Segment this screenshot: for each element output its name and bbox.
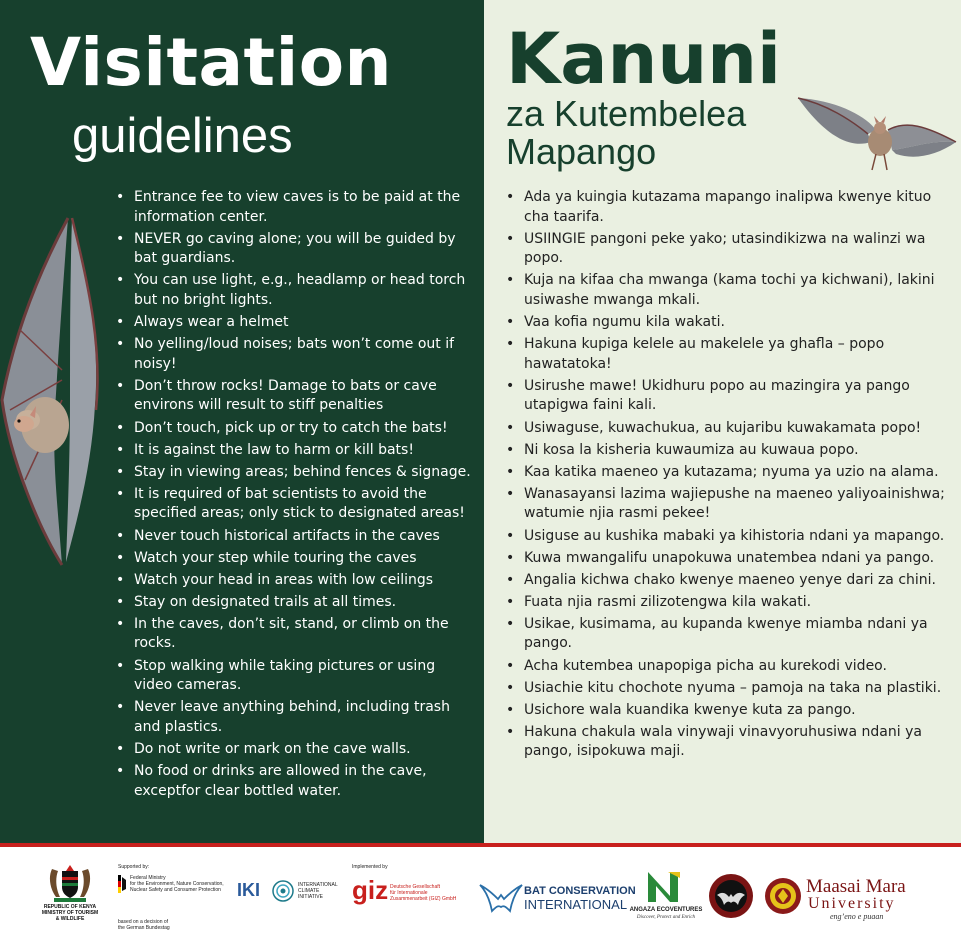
guideline-item: • Stay on designated trails at all times. bbox=[114, 593, 476, 613]
guideline-item: • Fuata njia rasmi zilizotengwa kila wakati. bbox=[504, 593, 956, 613]
guideline-item: • No yelling/loud noises; bats won’t come out if noisy! bbox=[114, 335, 476, 374]
maasai-mara-seal-icon bbox=[764, 877, 802, 915]
bmu-line1: Federal Ministry bbox=[130, 875, 166, 881]
guideline-item: • It is required of bat scientists to avoid the specified areas; only stick to designated areas! bbox=[114, 485, 476, 524]
bat-guardians-emblem-icon bbox=[708, 873, 754, 919]
swahili-subtitle-line2: Mapango bbox=[506, 131, 657, 172]
giz-line2: für Internationale bbox=[390, 890, 428, 896]
angaza-tagline: Discover, Protect and Enrich bbox=[636, 915, 696, 920]
maasai-line2: University bbox=[808, 895, 896, 912]
guideline-item: • Usirushe mawe! Ukidhuru popo au mazingira ya pango utapigwa faini kali. bbox=[504, 377, 956, 416]
guideline-item: • Usiwaguse, kuwachukua, au kujaribu kuwakamata popo! bbox=[504, 419, 956, 439]
kenya-line1: REPUBLIC OF KENYA bbox=[43, 904, 97, 910]
guideline-item: • Watch your head in areas with low ceilings bbox=[114, 571, 476, 591]
kenya-line2: MINISTRY OF TOURISM bbox=[41, 910, 99, 916]
angaza-n-icon bbox=[646, 870, 682, 904]
kenya-ministry-logo bbox=[41, 863, 99, 923]
swahili-panel bbox=[484, 0, 961, 843]
guideline-item: • You can use light, e.g., headlamp or head torch but no bright lights. bbox=[114, 271, 476, 310]
giz-line3: Zusammenarbeit (GIZ) GmbH bbox=[390, 896, 457, 902]
guideline-item: • No food or drinks are allowed in the cave, exceptfor clear bottled water. bbox=[114, 762, 476, 801]
supported-by-label: Supported by: bbox=[118, 864, 150, 870]
implemented-by-label: Implemented by bbox=[352, 864, 388, 870]
english-panel bbox=[0, 0, 484, 843]
iki-circles-icon bbox=[272, 880, 294, 902]
guideline-item: • Usiguse au kushika mabaki ya kihistoria ndani ya mapango. bbox=[504, 527, 956, 547]
guideline-item: • Hakuna kupiga kelele au makelele ya ghafla – popo hawatatoka! bbox=[504, 335, 956, 374]
bmu-line3: Nuclear Safety and Consumer Protection bbox=[130, 887, 221, 893]
bci-line1: BAT CONSERVATION bbox=[524, 885, 636, 897]
guideline-item: • Kuwa mwangalifu unapokuwa unatembea ndani ya pango. bbox=[504, 549, 956, 569]
guideline-item: • NEVER go caving alone; you will be guided by bat guardians. bbox=[114, 230, 476, 269]
guideline-item: • Kaa katika maeneo ya kutazama; nyuma ya uzio na alama. bbox=[504, 463, 956, 483]
maasai-motto: eng’eno e puaan bbox=[830, 912, 884, 921]
guideline-item: • Watch your step while touring the caves bbox=[114, 549, 476, 569]
guideline-item: • Hakuna chakula wala vinywaji vinavyoruhusiwa ndani ya pango, isipokuwa maji. bbox=[504, 723, 956, 762]
english-guidelines-list bbox=[114, 188, 476, 804]
bundestag-line1: based on a decision of bbox=[118, 919, 169, 925]
bci-bat-icon bbox=[478, 881, 524, 915]
iki-line2: CLIMATE bbox=[298, 888, 320, 894]
guideline-item: • Never leave anything behind, including trash and plastics. bbox=[114, 698, 476, 737]
hanging-bat-illustration bbox=[0, 210, 115, 570]
bci-line2: INTERNATIONAL bbox=[524, 897, 628, 912]
guideline-item: • Angalia kichwa chako kwenye maeneo yenye dari za chini. bbox=[504, 571, 956, 591]
guideline-item: • Usichore wala kuandika kwenye kuta za pango. bbox=[504, 701, 956, 721]
iki-logo: IKI bbox=[237, 880, 261, 900]
bundestag-line2: the German Bundestag bbox=[118, 925, 170, 931]
guideline-item: • Acha kutembea unapopiga picha au kurekodi video. bbox=[504, 657, 956, 677]
german-eagle-flag-icon bbox=[118, 875, 126, 893]
giz-logo: giz bbox=[352, 875, 389, 905]
guideline-item: • Usikae, kusimama, au kupanda kwenye miamba ndani ya pango. bbox=[504, 615, 956, 654]
guideline-item: • Ni kosa la kisheria kuwaumiza au kuwaua popo. bbox=[504, 441, 956, 461]
angaza-name: ANGAZA ECOVENTURES bbox=[629, 907, 703, 913]
guideline-item: • Kuja na kifaa cha mwanga (kama tochi ya kichwani), lakini usiwashe mwanga mkali. bbox=[504, 271, 956, 310]
partner-logos-footer bbox=[0, 847, 961, 936]
bmu-line2: for the Environment, Nature Conservation, bbox=[130, 881, 224, 887]
coat-of-arms-icon bbox=[44, 863, 96, 903]
guideline-item: • Always wear a helmet bbox=[114, 313, 476, 333]
swahili-guidelines-list bbox=[504, 188, 956, 765]
kenya-line3: & WILDLIFE bbox=[55, 916, 85, 922]
guideline-item: • Do not write or mark on the cave walls. bbox=[114, 740, 476, 760]
guideline-item: • Entrance fee to view caves is to be paid at the information center. bbox=[114, 188, 476, 227]
guideline-item: • Don’t touch, pick up or try to catch the bats! bbox=[114, 419, 476, 439]
guideline-item: • It is against the law to harm or kill bats! bbox=[114, 441, 476, 461]
swahili-title: Kanuni bbox=[506, 18, 781, 100]
guideline-item: • Usiachie kitu chochote nyuma – pamoja na taka na plastiki. bbox=[504, 679, 956, 699]
flying-bat-illustration bbox=[796, 90, 958, 175]
guideline-item: • Stop walking while taking pictures or using video cameras. bbox=[114, 657, 476, 696]
maasai-line1: Maasai Mara bbox=[806, 876, 906, 897]
guideline-item: • Never touch historical artifacts in the caves bbox=[114, 527, 476, 547]
guideline-item: • Vaa kofia ngumu kila wakati. bbox=[504, 313, 956, 333]
guideline-item: • Don’t throw rocks! Damage to bats or cave environs will result to stiff penalties bbox=[114, 377, 476, 416]
guideline-item: • In the caves, don’t sit, stand, or climb on the rocks. bbox=[114, 615, 476, 654]
iki-line3: INITIATIVE bbox=[298, 894, 323, 900]
swahili-subtitle-line1: za Kutembelea bbox=[506, 93, 747, 134]
guideline-item: • Stay in viewing areas; behind fences & signage. bbox=[114, 463, 476, 483]
guideline-item: • Ada ya kuingia kutazama mapango inalipwa kwenye kituo cha taarifa. bbox=[504, 188, 956, 227]
english-title: Visitation bbox=[30, 24, 393, 101]
iki-line1: INTERNATIONAL bbox=[298, 882, 338, 888]
guideline-item: • USIINGIE pangoni peke yako; utasindikizwa na walinzi wa popo. bbox=[504, 230, 956, 269]
english-subtitle: guidelines bbox=[72, 109, 293, 163]
giz-line1: Deutsche Gesellschaft bbox=[390, 884, 441, 890]
guideline-item: • Wanasayansi lazima wajiepushe na maeneo yaliyoainishwa; watumie njia rasmi pekee! bbox=[504, 485, 956, 524]
